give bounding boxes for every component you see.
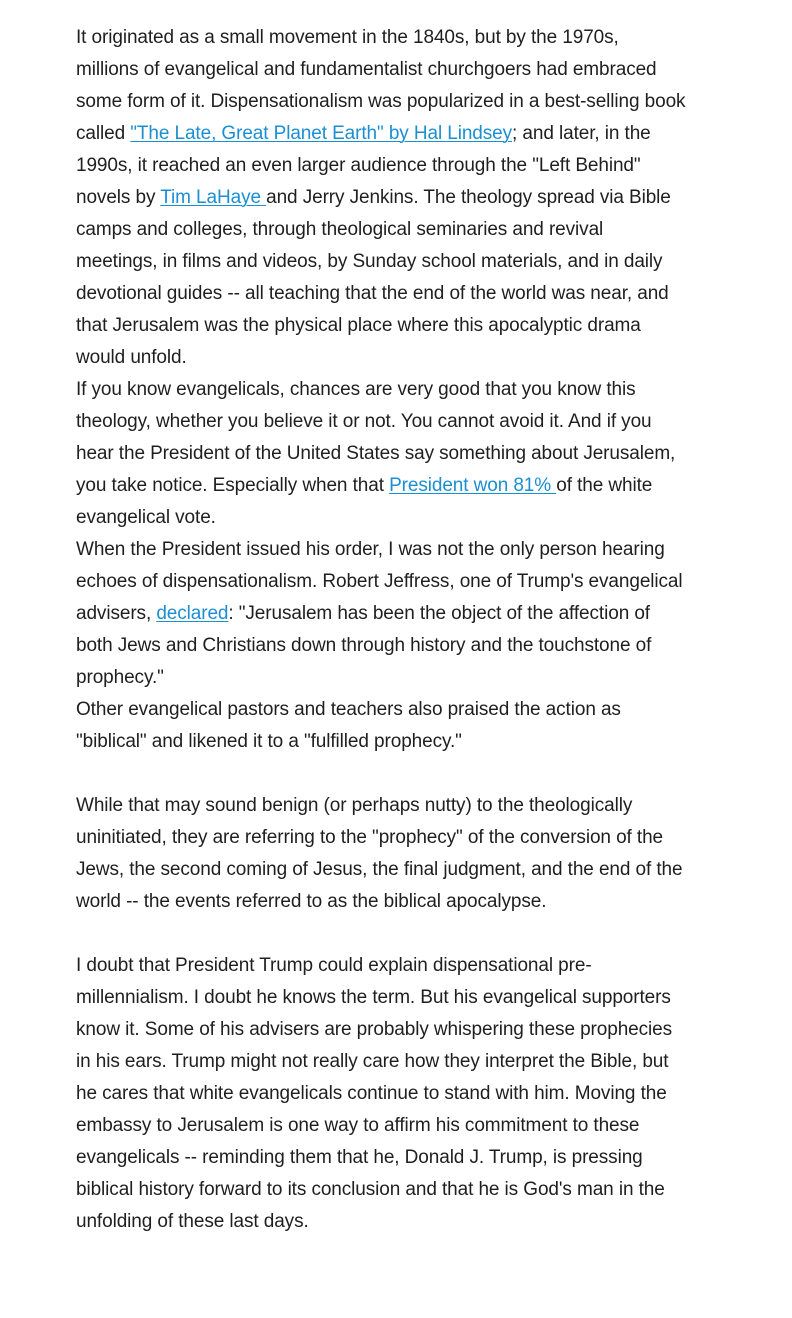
- paragraph-text: If you know evangelicals, chances are very good that you know this theology, whether you believe it or not. You cannot avoid it. And if you hear the President of the United States say something about Jerusalem, you take notice. Especially when that: [76, 379, 676, 496]
- link-late-great-planet-earth[interactable]: "The Late, Great Planet Earth" by Hal Lindsey: [130, 123, 513, 144]
- paragraph-text: When the President issued his order, I was not the only person hearing echoes of dispensationalism. Robert Jeffress, one of Trump's evangelical advisers,: [76, 539, 683, 624]
- paragraph-text: ; and later, in the 1990s, it reached an even larger audience through the "Left Behind" novels by: [76, 123, 651, 208]
- paragraph-spacer: [76, 758, 686, 790]
- article-body: [76, 22, 686, 1238]
- paragraph-pastors: Other evangelical pastors and teachers also praised the action as "biblical" and likened it to a "fulfilled prophecy.": [76, 699, 621, 752]
- paragraph-text: of the white evangelical vote.: [76, 475, 653, 528]
- link-president-won-81[interactable]: President won 81%: [389, 475, 557, 496]
- paragraph-origins: [76, 22, 686, 374]
- paragraph-trump: I doubt that President Trump could explain dispensational pre-millennialism. I doubt he knows the term. But his evangelical supporters know it. Some of his advisers are probably whispering these prophecies in his ears. Trump might not really care how they interpret the Bible, but he cares that white evangelicals continue to stand with him. Moving the embassy to Jerusalem is one way to affirm his commitment to these evangelicals -- reminding them that he, Donald J. Trump, is pressing biblical history forward to its conclusion and that he is God's man in the unfolding of these last days.: [76, 955, 673, 1232]
- paragraph-prophecy: While that may sound benign (or perhaps nutty) to the theologically uninitiated, they are referring to the "prophecy" of the conversion of the Jews, the second coming of Jesus, the final judgment, and the end of the world -- the events referred to as the biblical apocalypse.: [76, 795, 683, 912]
- link-tim-lahaye[interactable]: Tim LaHaye: [160, 187, 267, 208]
- paragraph-text: and Jerry Jenkins. The theology spread via Bible camps and colleges, through theological seminaries and revival meetings, in films and videos, by Sunday school materials, and in daily devotional guides -- all teaching that the end of the world was near, and that Jerusalem was the physical place where this apocalyptic drama would unfold.: [76, 187, 671, 368]
- paragraph-evangelicals: [76, 374, 686, 534]
- paragraph-text: It originated as a small movement in the 1840s, but by the 1970s, millions of evangelical and fundamentalist churchgoers had embraced some form of it. Dispensationalism was popularized in a best-selling book called: [76, 27, 686, 144]
- paragraph-order: [76, 534, 686, 694]
- paragraph-spacer: [76, 918, 686, 950]
- paragraph-text: : "Jerusalem has been the object of the affection of both Jews and Christians down through history and the touchstone of prophecy.": [76, 603, 652, 688]
- link-declared[interactable]: declared: [156, 603, 229, 624]
